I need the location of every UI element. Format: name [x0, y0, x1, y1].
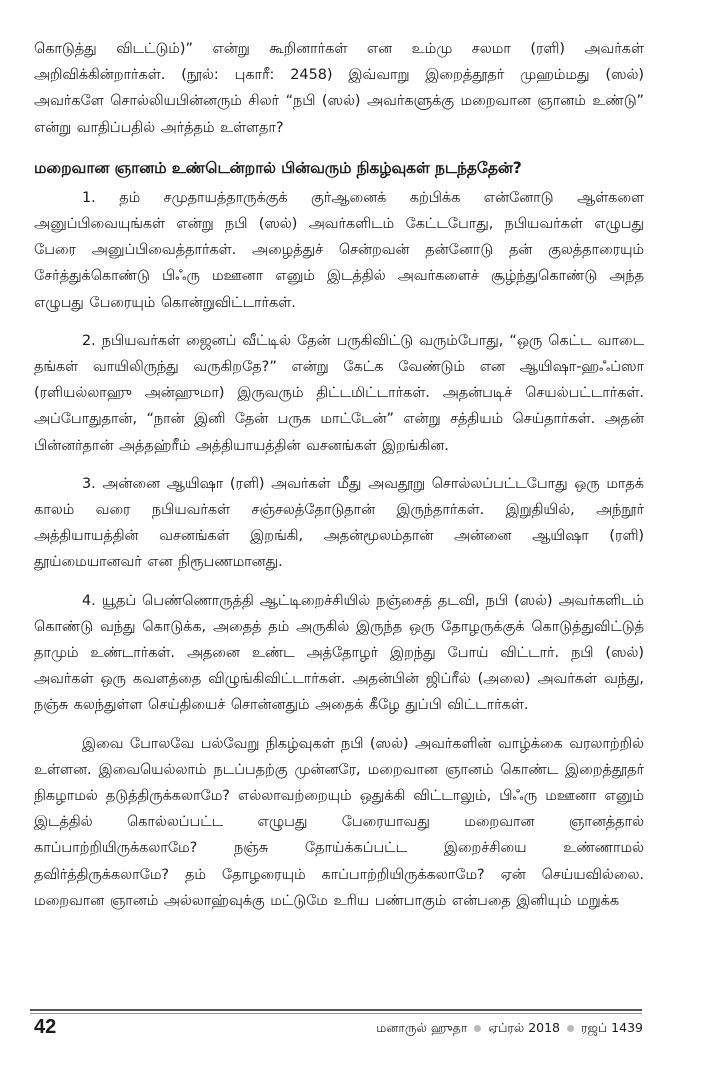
- bullet-dot-icon: [474, 1025, 481, 1032]
- magazine-name: மனாருல் ஹுதா: [376, 1020, 468, 1035]
- section-heading: மறைவான ஞானம் உண்டென்றால் பின்வரும் நிகழ்வுகள் நடந்ததேன்?: [34, 158, 522, 177]
- paragraph-gap: [34, 576, 644, 588]
- paragraph-gap: [34, 719, 644, 731]
- paragraph-gap: [34, 316, 644, 328]
- article-body: [34, 36, 644, 914]
- paragraph-3: 3. அன்னை ஆயிஷா (ரளி) அவர்கள் மீது அவதூறு சொல்லப்பட்டபோது ஒரு மாதக் காலம் வரை நபியவர்கள் சஞ்சலத்தோடுதான் இருந்தார்கள். இறுதியில், அந்நூர் அத்தியாயத்தின் வசனங்கள் இறங்கி, அதன்மூலம்தான் அன்னை ஆயிஷா (ரளி) தூய்மையானவர் என நிரூபணமானது.: [34, 475, 644, 571]
- page-number: 42: [34, 1016, 57, 1038]
- footer-info: [376, 1020, 643, 1037]
- paragraph-2: 2. நபியவர்கள் ஜைனப் வீட்டில் தேன் பருகிவிட்டு வரும்போது, “ஒரு கெட்ட வாடை தங்கள் வாயிலிருந்து வருகிறதே?” என்று கேட்க வேண்டும் என ஆயிஷா-ஹஃப்ஸா (ரளியல்லாஹு அன்ஹுமா) இருவரும் திட்டமிட்டார்கள். அதன்படிச் செயல்பட்டார்கள். அப்போதுதான், “நான் இனி தேன் பருக மாட்டேன்” என்று சத்தியம் செய்தார்கள். அதன் பின்னர்தான் அத்தஹ்ரீம் அத்தியாயத்தின் வசனங்கள் இறங்கின.: [34, 332, 644, 454]
- paragraph-4: 4. யூதப் பெண்ணொருத்தி ஆட்டிறைச்சியில் நஞ்சைத் தடவி, நபி (ஸல்) அவர்களிடம் கொண்டு வந்து கொடுக்க, அதைத் தம் அருகில் இருந்த ஒரு தோழருக்குக் கொடுத்துவிட்டுத் தாமும் உண்டார்கள். அதனை உண்ட அத்தோழர் இறந்து போய் விட்டார். நபி (ஸல்) அவர்கள் ஒரு கவளத்தை விழுங்கிவிட்டார்கள். அதன்பின் ஜிப்ரீல் (அலை) அவர்கள் வந்து, நஞ்சு கலந்துள்ள செய்தியைச் சொன்னதும் அதைக் கீழே துப்பி விட்டார்கள்.: [34, 592, 644, 714]
- hijri-date: ரஜப் 1439: [581, 1020, 643, 1035]
- issue-month: ஏப்ரல் 2018: [488, 1020, 561, 1035]
- paragraph-conclusion: இவை போலவே பல்வேறு நிகழ்வுகள் நபி (ஸல்) அவர்களின் வாழ்க்கை வரலாற்றில் உள்ளன. இவையெல்லாம் நடப்பதற்கு முன்னரே, மறைவான ஞானம் கொண்ட இறைத்தூதர் நிகழாமல் தடுத்திருக்கலாமே? எல்லாவற்றையும் ஒதுக்கி விட்டாலும், பிஃரு மஊனா எனும் இடத்தில் கொல்லப்பட்ட எழுபது பேரையாவது மறைவான ஞானத்தால் காப்பாற்றியிருக்கலாமே? நஞ்சு தோய்க்கப்பட்ட இறைச்சியை உண்ணாமல் தவிர்த்திருக்கலாமே? தம் தோழரையும் காப்பாற்றியிருக்கலாமே? ஏன் செய்யவில்லை. மறைவான ஞானம் அல்லாஹ்வுக்கு மட்டுமே உரிய பண்பாகும் என்பதை இனியும் மறுக்க: [34, 735, 644, 909]
- paragraph-gap: [34, 459, 644, 471]
- bullet-dot-icon: [567, 1025, 574, 1032]
- paragraph-1: 1. தம் சமுதாயத்தாருக்குக் குர்ஆனைக் கற்பிக்க என்னோடு ஆள்களை அனுப்பிவையுங்கள் என்று நபி (ஸல்) அவர்களிடம் கேட்டபோது, நபியவர்கள் எழுபது பேரை அனுப்பிவைத்தார்கள். அழைத்துச் சென்றவன் தன்னோடு தன் குலத்தாரையும் சேர்த்துக்கொண்டு பிஃரு மஊனா எனும் இடத்தில் அவர்களைச் சூழ்ந்துகொண்டு அந்த எழுபது பேரையும் கொன்றுவிட்டார்கள்.: [34, 189, 644, 311]
- intro-paragraph: கொடுத்து விடட்டும்)” என்று கூறினார்கள் என உம்மு சலமா (ரளி) அவர்கள் அறிவிக்கின்றார்கள். (நூல்: புகாரீ: 2458) இவ்வாறு இறைத்தூதர் முஹம்மது (ஸல்) அவர்களே சொல்லியபின்னரும் சிலர் “நபி (ஸல்) அவர்களுக்கு மறைவான ஞானம் உண்டு” என்று வாதிப்பதில் அர்த்தம் உள்ளதா?: [34, 41, 644, 136]
- footer-divider: [30, 1009, 642, 1011]
